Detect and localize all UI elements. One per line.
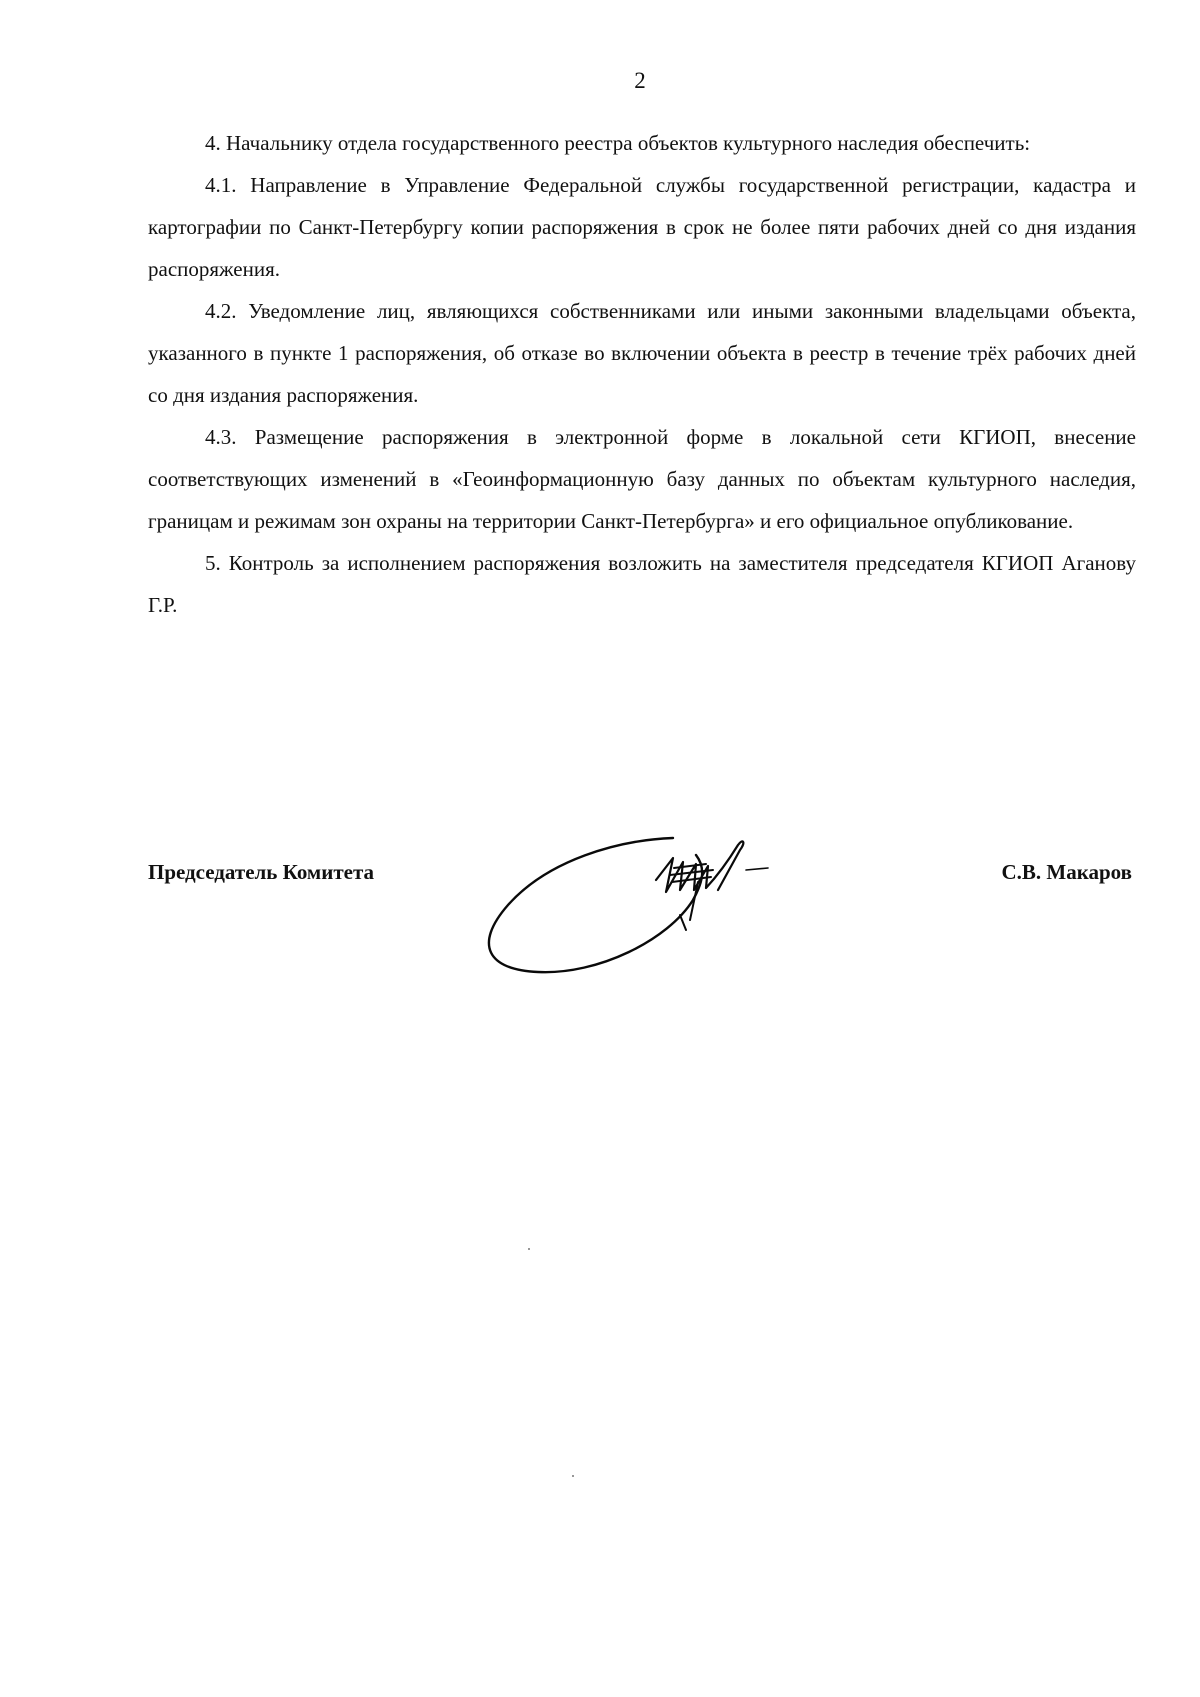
handwritten-signature — [468, 820, 848, 990]
scan-speck — [572, 1475, 574, 1477]
signatory-position: Председатель Комитета — [148, 860, 375, 884]
paragraph-item-4: 4. Начальнику отдела государственного реестра объектов культурного наследия обеспечить: — [205, 131, 1031, 155]
paragraph-item-4-2: 4.2. Уведомление лиц, являющихся собственниками или иными законными владельцами объекта, указанного в пункте 1 распоряжения, об отказе во включении объекта в реестр в течение трёх рабочих дней со дня издания распоряжения. — [148, 299, 1136, 407]
page-number: 2 — [634, 68, 646, 93]
document-body — [148, 122, 1136, 626]
paragraph-item-4-3: 4.3. Размещение распоряжения в электронной форме в локальной сети КГИОП, внесение соответствующих изменений в «Геоинформационную базу данных по объектам культурного наследия, границам и режимам зон охраны на территории Санкт-Петербурга» и его официальное опубликование. — [148, 425, 1136, 533]
signature-block — [148, 850, 1136, 1000]
paragraph-item-4-1: 4.1. Направление в Управление Федеральной службы государственной регистрации, кадастра и картографии по Санкт-Петербургу копии распоряжения в срок не более пяти рабочих дней со дня издания распоряжения. — [148, 173, 1136, 281]
scan-speck — [528, 1248, 530, 1250]
paragraph-item-5: 5. Контроль за исполнением распоряжения возложить на заместителя председателя КГИОП Аганову Г.Р. — [148, 551, 1136, 617]
signatory-name: С.В. Макаров — [1001, 860, 1132, 884]
